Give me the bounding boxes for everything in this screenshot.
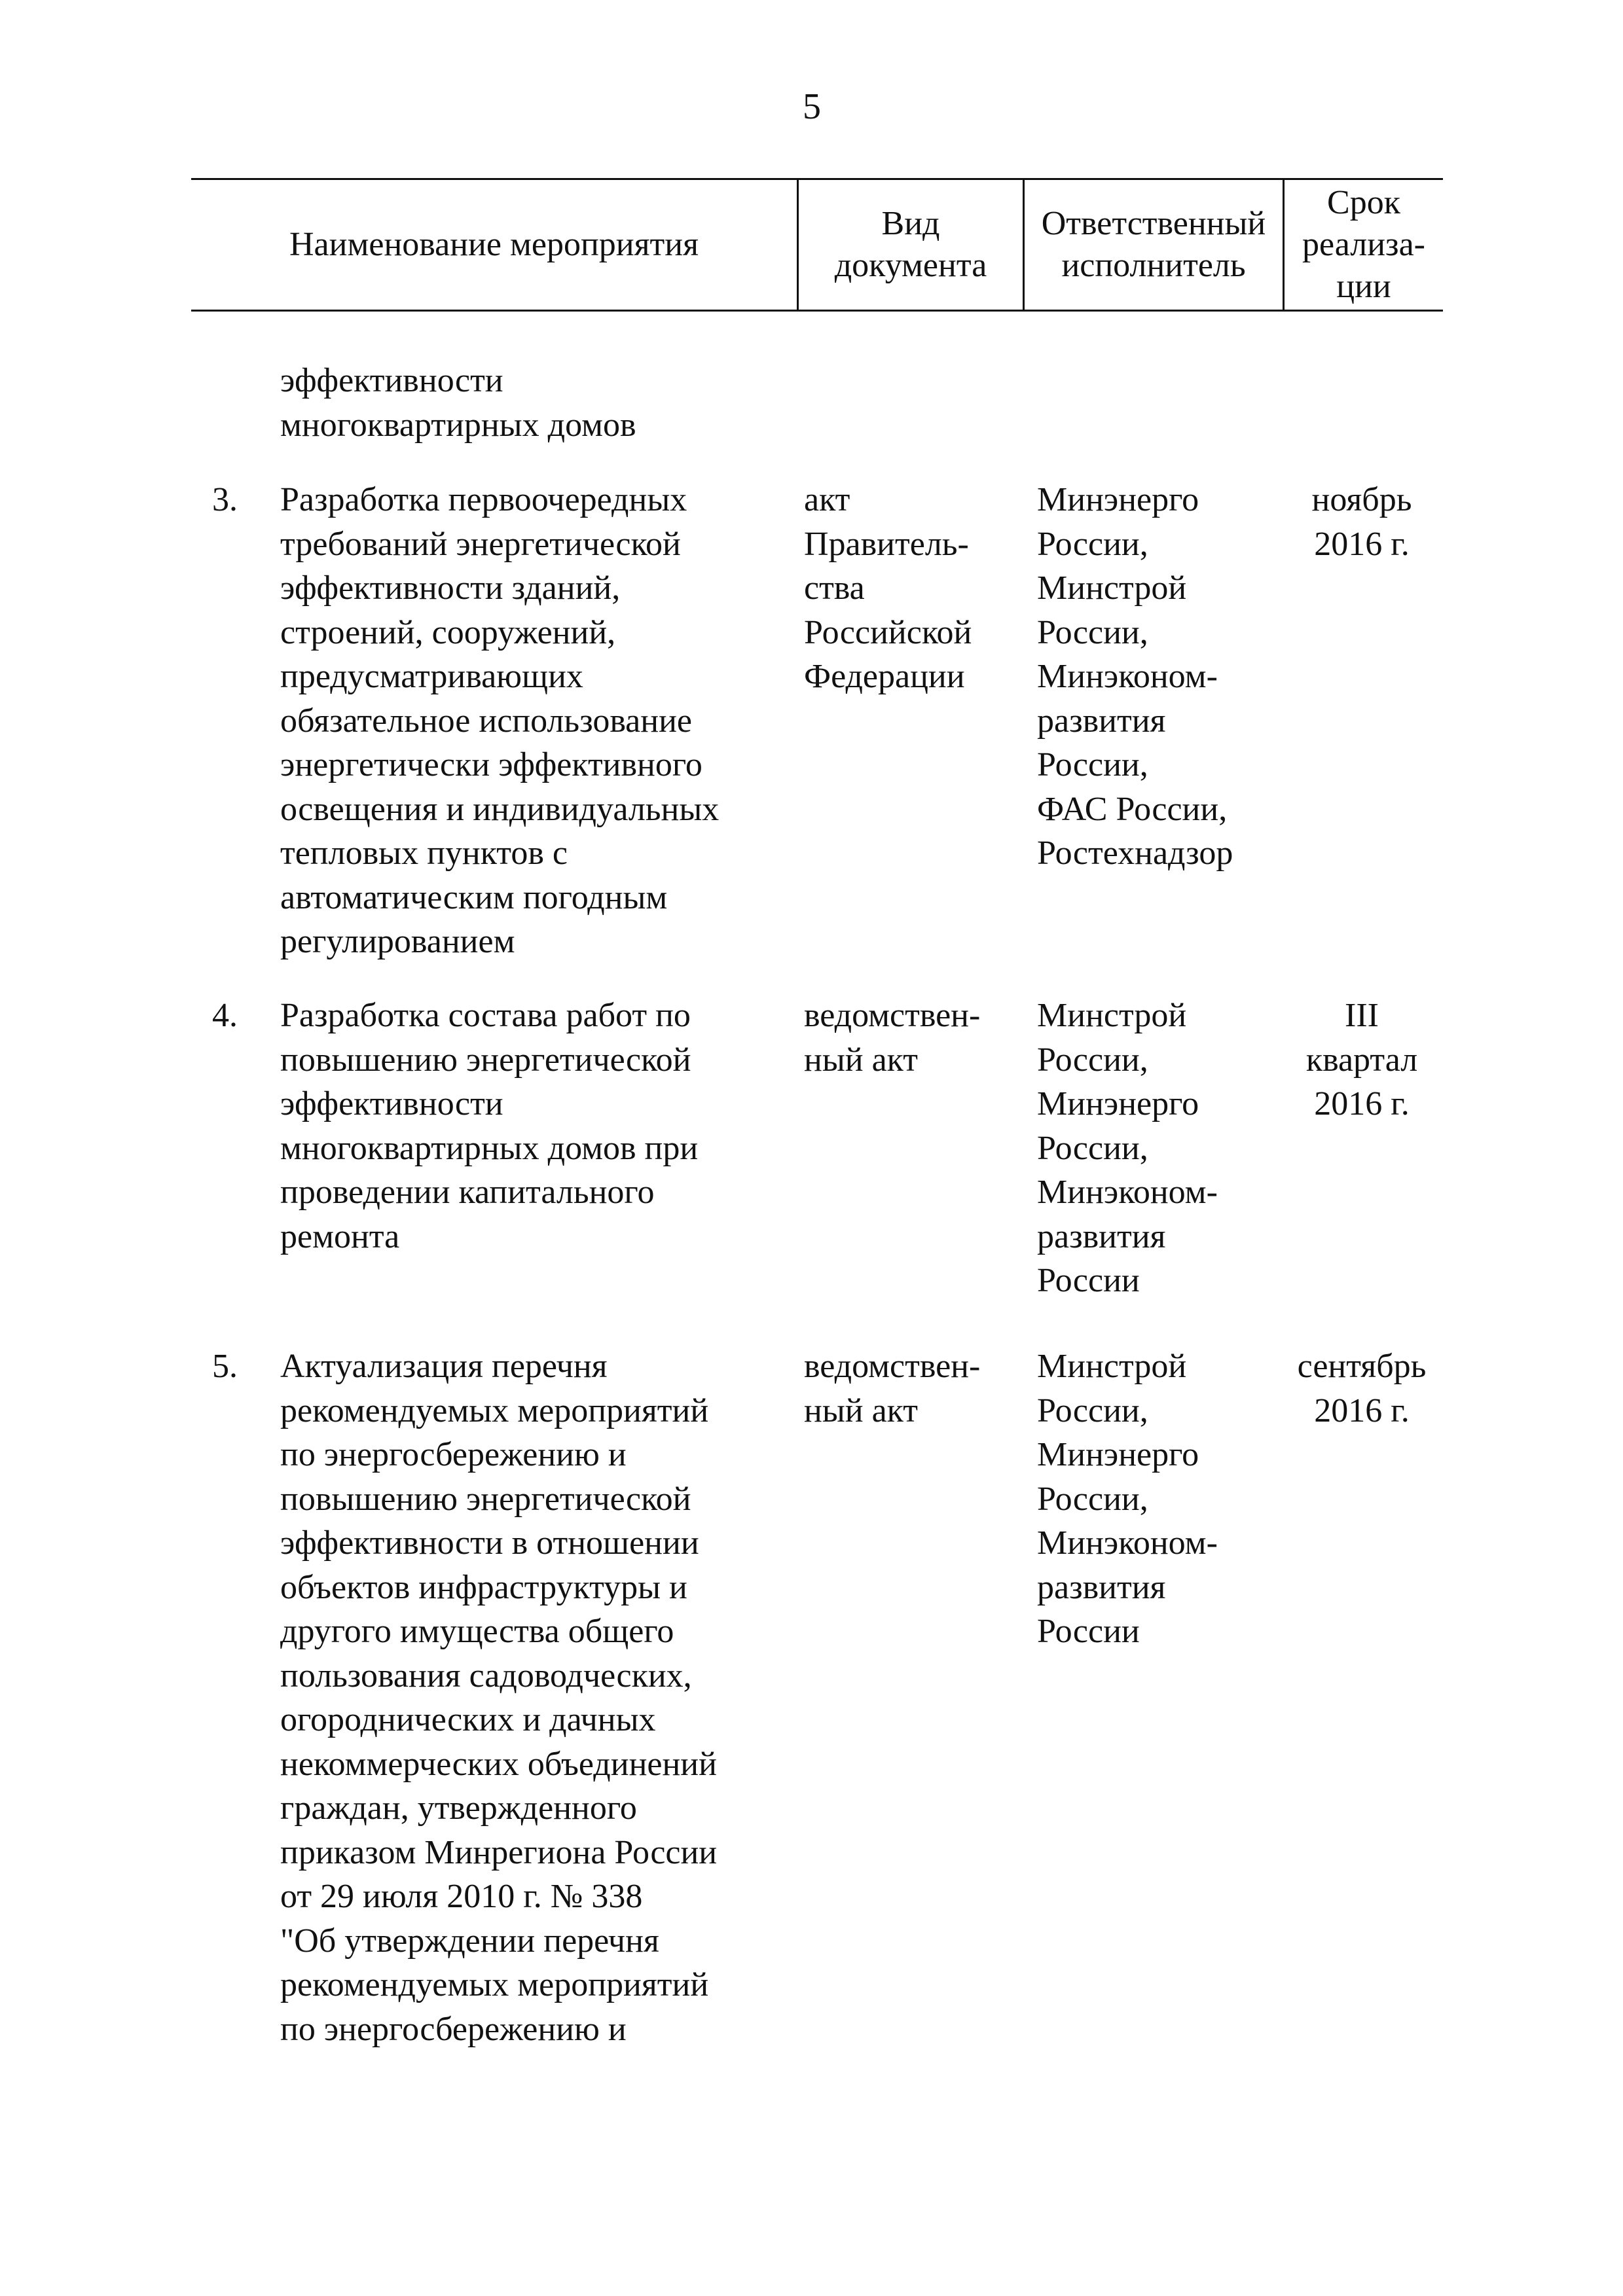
row-3-doc-type: акт Правитель- ства Российской Федерации: [804, 481, 972, 695]
header-name: Наименование мероприятия: [191, 180, 799, 310]
continuation-name: эффективности многоквартирных домов: [280, 362, 636, 444]
row-4-number: 4.: [212, 997, 238, 1034]
row-5-deadline: сентябрь 2016 г.: [1297, 1348, 1427, 1429]
row-5-responsible: Минстрой России, Минэнерго России, Минэконом- развития России: [1037, 1348, 1218, 1650]
row-5-number: 5.: [212, 1348, 238, 1385]
row-4-name: Разработка состава работ по повышению энергетической эффективности многоквартирных домов при проведении капитального ремонта: [280, 997, 699, 1255]
table-header: [191, 178, 1443, 312]
header-deadline: Срок реализа- ции: [1302, 184, 1425, 305]
header-responsible: Ответственный исполнитель: [1025, 180, 1285, 310]
row-3-responsible: Минэнерго России, Минстрой России, Минэконом- развития России, ФАС России, Ростехнадзор: [1037, 481, 1233, 872]
row-3-name: Разработка первоочередных требований энергетической эффективности зданий, строений, сооружений, предусматривающих обязательное использование энергетически эффективного освещения и индивидуальных тепловых пунктов с автоматическим погодным регулированием: [280, 481, 720, 960]
row-4-deadline: III квартал 2016 г.: [1305, 997, 1418, 1122]
page-number: 5: [803, 86, 821, 127]
row-5-name: Актуализация перечня рекомендуемых мероприятий по энергосбережению и повышению энергетической эффективности в отношении объектов инфраструктуры и другого имущества общего пользования садоводческих, огороднических и дачных некоммерческих объединений граждан, утвержденного приказом Минрегиона России от 29 июля 2010 г. № 338 "Об утверждении перечня рекомендуемых мероприятий по энергосбережению и: [280, 1348, 718, 2048]
header-doc-type: Вид документа: [799, 180, 1025, 310]
row-5-doc-type: ведомствен- ный акт: [804, 1348, 981, 1429]
row-4-doc-type: ведомствен- ный акт: [804, 997, 981, 1079]
row-4-responsible: Минстрой России, Минэнерго России, Минэконом- развития России: [1037, 997, 1218, 1299]
row-3-deadline: ноябрь 2016 г.: [1311, 481, 1412, 563]
row-3-number: 3.: [212, 481, 238, 518]
